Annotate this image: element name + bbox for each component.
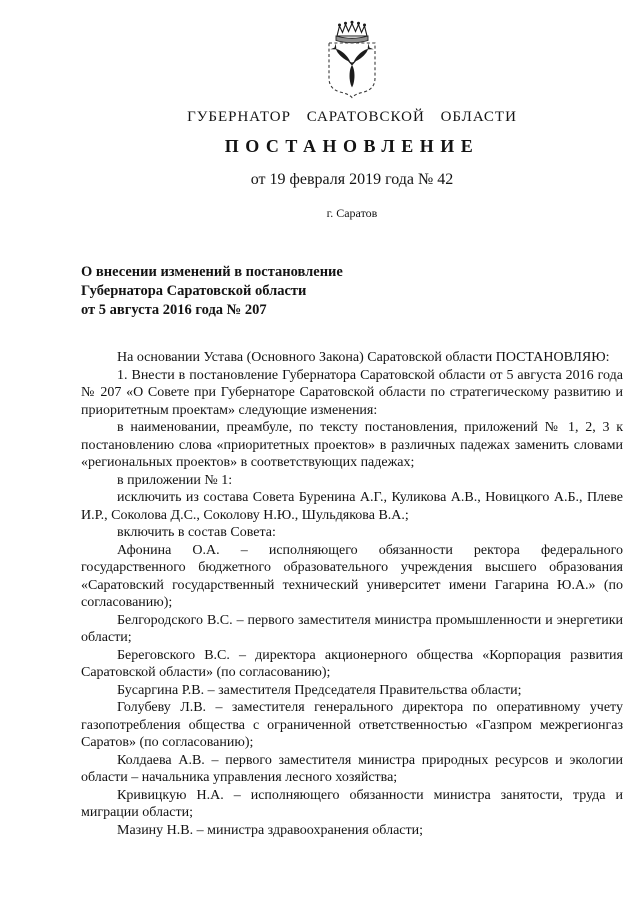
paragraph: Белгородского В.С. – первого заместителя министра промышленности и энергетики области; — [81, 612, 623, 645]
document-subject — [81, 263, 623, 320]
crown-spikes — [337, 24, 367, 37]
subject-line: О внесении изменений в постановление — [81, 264, 343, 280]
paragraph: исключить из состава Совета Буренина А.Г., Куликова А.В., Новицкого А.Б., Плеве И.Р., Соколова Д.С., Соколову Н.Ю., Шульдякова В.А.; — [81, 490, 623, 523]
paragraph: Афонина О.А. – исполняющего обязанности ректора федерального государственного бюджетного образовательного учреждения высшего образования «Саратовский государственный технический университет имени Гагарина Ю.А.» (по согласованию); — [81, 542, 623, 610]
paragraph: Бусаргина Р.В. – заместителя Председателя Правительства области; — [117, 682, 522, 698]
crown-ball — [344, 22, 347, 25]
paragraph: Колдаева А.В. – первого заместителя министра природных ресурсов и экологии области – начальника управления лесного хозяйства; — [81, 752, 623, 785]
issuing-authority: ГУБЕРНАТОР САРАТОВСКОЙ ОБЛАСТИ — [187, 109, 517, 125]
paragraph: 1. Внести в постановление Губернатора Саратовской области от 5 августа 2016 года № 207 «О Совете при Губернаторе Саратовской области по стратегическому развитию и приоритетным проектам» следующие изменения: — [81, 367, 623, 418]
sterlet-fish-bottom — [347, 60, 356, 87]
document-content — [0, 20, 640, 839]
saratov-coat-of-arms-icon — [314, 20, 390, 100]
paragraph: Кривицкую Н.А. – исполняющего обязанности министра занятости, труда и миграции области; — [81, 787, 623, 820]
document-city: г. Саратов — [326, 206, 378, 220]
paragraph: включить в состав Совета: — [117, 525, 276, 540]
crown-ball — [351, 21, 354, 24]
crown-ball — [363, 24, 366, 27]
document-body — [81, 349, 623, 839]
crown-ball — [338, 24, 341, 27]
paragraph: в наименовании, преамбуле, по тексту постановления, приложений № 1, 2, 3 к постановлению слова «приоритетных проектов» в различных падежах заменить словами «региональных проектов» в соответствующих падежах; — [81, 420, 623, 470]
document-type-title: ПОСТАНОВЛЕНИЕ — [224, 136, 480, 156]
subject-line: от 5 августа 2016 года № 207 — [81, 302, 267, 318]
paragraph: Береговского В.С. – директора акционерного общества «Корпорация развития Саратовской области» (по согласованию); — [81, 647, 623, 680]
paragraph: в приложении № 1: — [117, 472, 233, 488]
subject-line: Губернатора Саратовской области — [81, 283, 307, 299]
paragraph: На основании Устава (Основного Закона) Саратовской области ПОСТАНОВЛЯЮ: — [117, 350, 610, 365]
crown-ball — [357, 22, 360, 25]
crown-base — [336, 36, 368, 43]
paragraph: Мазину Н.В. – министра здравоохранения области; — [117, 822, 423, 838]
document-date-number: от 19 февраля 2019 года № 42 — [250, 171, 454, 188]
paragraph: Голубеву Л.В. – заместителя генерального директора по оперативному учету газопотребления общества с ограниченной ответственностью «Газпром межрегионгаз Саратов» (по согласованию); — [81, 700, 623, 750]
